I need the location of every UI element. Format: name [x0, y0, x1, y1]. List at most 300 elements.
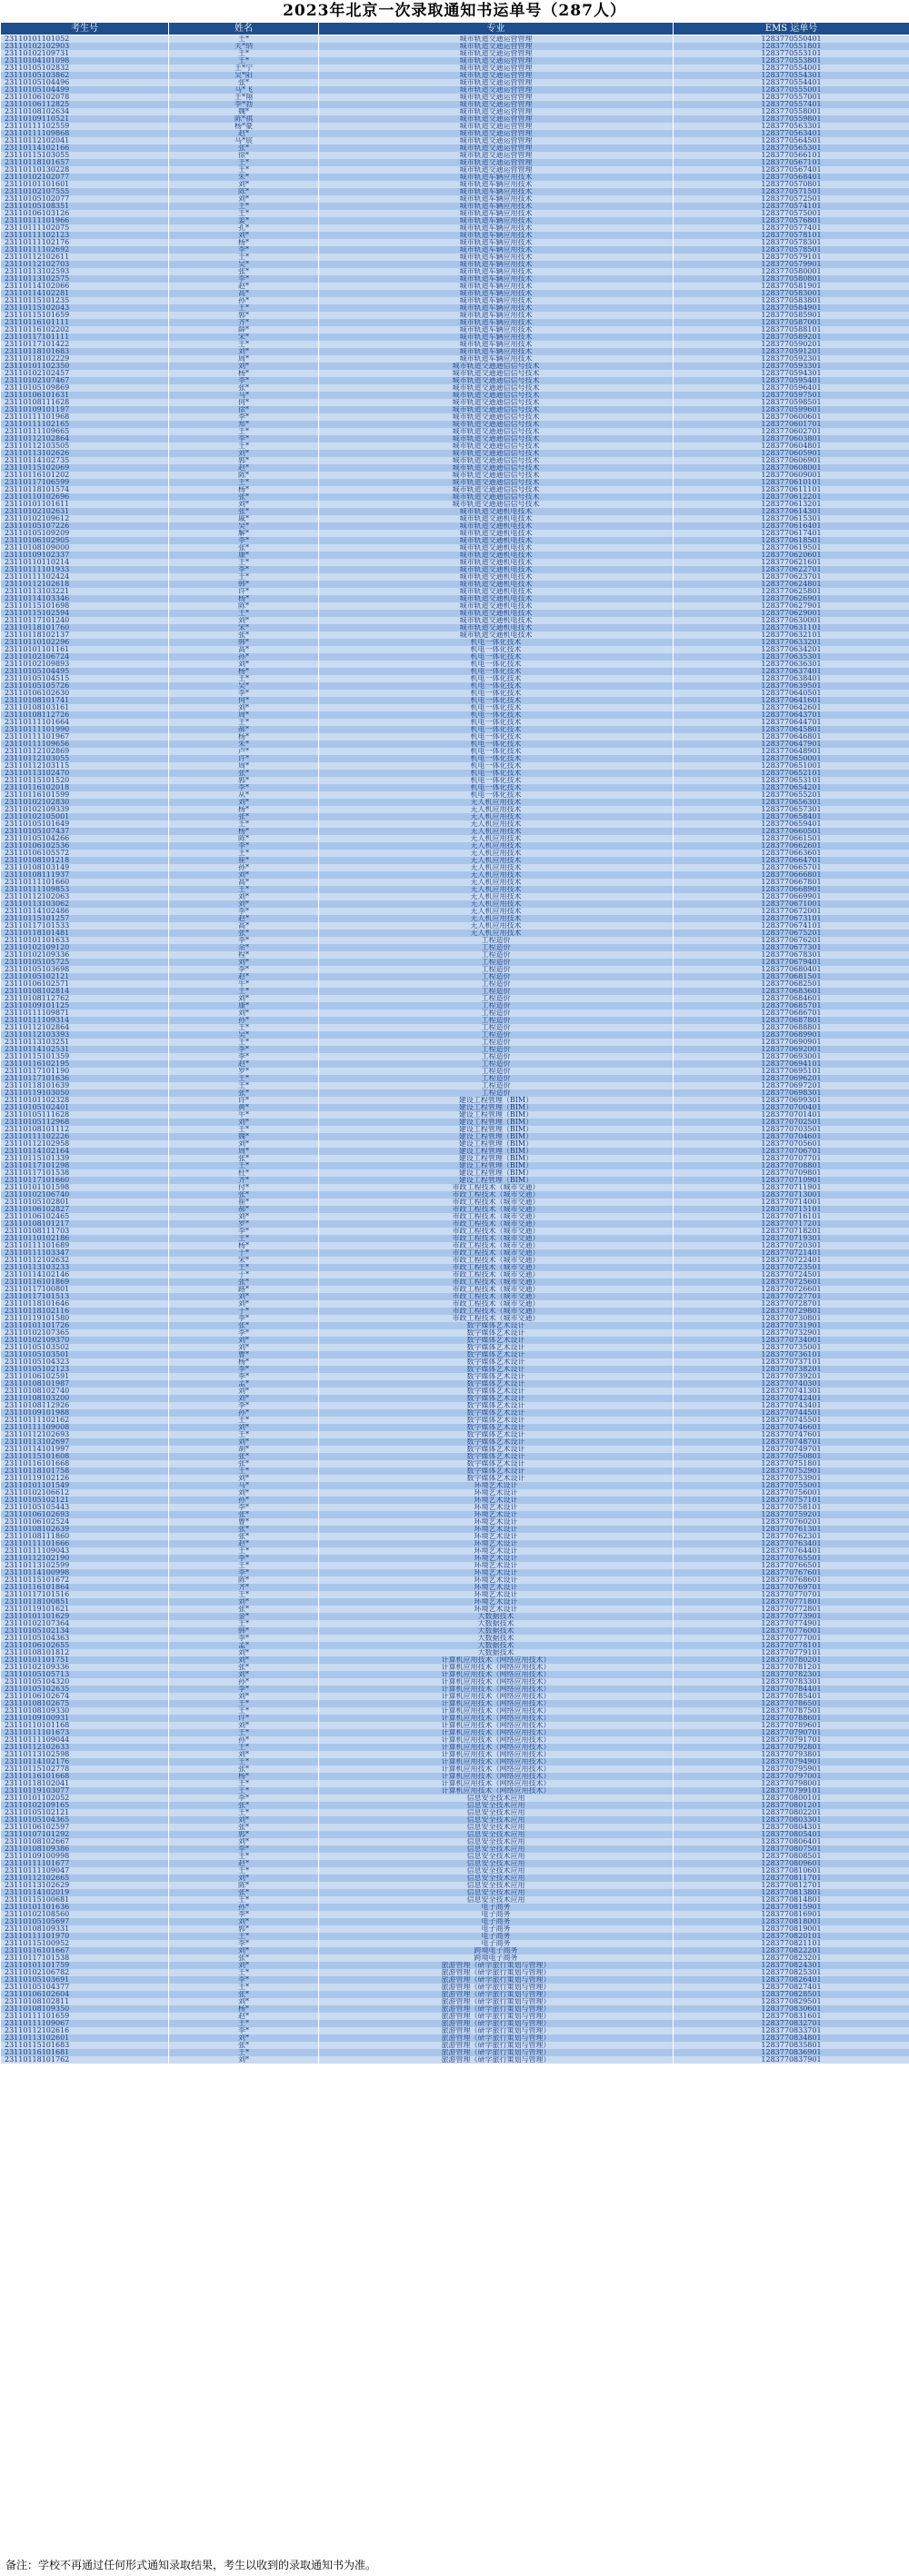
ems-cell: 1283770774901	[674, 1620, 909, 1627]
exam-id-cell: 23110102106612	[1, 1489, 169, 1497]
ems-cell: 1283770744501	[674, 1409, 909, 1417]
exam-id-cell: 23110113102598	[1, 1751, 169, 1758]
name-cell: 刘*	[169, 195, 319, 203]
table-row	[1, 224, 909, 232]
ems-cell: 1283770727701	[674, 1293, 909, 1300]
ems-cell: 1283770802201	[674, 1809, 909, 1816]
table-row	[1, 1373, 909, 1380]
table-row	[1, 1322, 909, 1329]
ems-cell: 1283770773901	[674, 1613, 909, 1620]
exam-id-cell: 23110101101726	[1, 1322, 169, 1329]
exam-id-cell: 23110101101549	[1, 1482, 169, 1489]
table-row	[1, 1598, 909, 1606]
name-cell: 李*	[169, 690, 319, 697]
name-cell: 赵*	[169, 973, 319, 980]
table-row	[1, 1177, 909, 1184]
exam-id-cell: 23110117101240	[1, 617, 169, 624]
ems-cell: 1283770688801	[674, 1024, 909, 1031]
ems-cell: 1283770683601	[674, 988, 909, 995]
major-cell: 数字媒体艺术设计	[319, 1460, 674, 1467]
major-cell: 信息安全技术应用	[319, 1824, 674, 1831]
ems-cell: 1283770692001	[674, 1046, 909, 1053]
table-row	[1, 1729, 909, 1736]
ems-cell: 1283770654201	[674, 784, 909, 791]
major-cell: 城市轨道车辆应用技术	[319, 312, 674, 319]
exam-id-cell: 23110106102630	[1, 690, 169, 697]
table-row	[1, 617, 909, 624]
name-cell: 李*	[169, 435, 319, 443]
major-cell: 无人机应用技术	[319, 871, 674, 879]
table-row	[1, 951, 909, 959]
exam-id-cell: 23110108103149	[1, 864, 169, 871]
exam-id-cell: 23110113102601	[1, 2034, 169, 2042]
table-row	[1, 1424, 909, 1431]
exam-id-cell: 23110108111628	[1, 399, 169, 406]
major-cell: 数字媒体艺术设计	[319, 1358, 674, 1366]
name-cell: 张*	[169, 544, 319, 552]
name-cell: 王*	[169, 57, 319, 65]
major-cell: 城市轨道车辆应用技术	[319, 246, 674, 254]
ems-cell: 1283770749701	[674, 1446, 909, 1453]
table-row	[1, 1380, 909, 1387]
major-cell: 城市轨道交通运营管理	[319, 123, 674, 130]
major-cell: 数字媒体艺术设计	[319, 1337, 674, 1344]
table-row	[1, 900, 909, 908]
table-row	[1, 1278, 909, 1286]
exam-id-cell: 23110102106740	[1, 1191, 169, 1198]
table-row	[1, 850, 909, 857]
table-row	[1, 690, 909, 697]
major-cell: 工程造价	[319, 1068, 674, 1075]
table-row	[1, 1097, 909, 1104]
exam-id-cell: 23110111101968	[1, 413, 169, 421]
table-row	[1, 908, 909, 915]
exam-id-cell: 23110118102229	[1, 355, 169, 363]
exam-id-cell: 23110118102116	[1, 1308, 169, 1315]
table-row	[1, 1700, 909, 1707]
ems-cell: 1283770578501	[674, 246, 909, 254]
name-cell: 周*	[169, 762, 319, 770]
table-row	[1, 1773, 909, 1780]
exam-id-cell: 23110101101629	[1, 1613, 169, 1620]
ems-cell: 1283770642601	[674, 704, 909, 711]
exam-id-cell: 23110113103251	[1, 1039, 169, 1046]
exam-id-cell: 23110101102052	[1, 1795, 169, 1802]
exam-id-cell: 23110108101218	[1, 857, 169, 864]
name-cell: 陈*	[169, 188, 319, 195]
major-cell: 市政工程技术（城市交通）	[319, 1264, 674, 1271]
ems-cell: 1283770687801	[674, 1017, 909, 1024]
ems-cell: 1283770703501	[674, 1126, 909, 1133]
ems-cell: 1283770769701	[674, 1584, 909, 1591]
name-cell: 李*	[169, 1373, 319, 1380]
exam-id-cell: 23110108109000	[1, 544, 169, 552]
exam-id-cell: 23110108111937	[1, 871, 169, 879]
table-row	[1, 341, 909, 348]
major-cell: 信息安全技术应用	[319, 1802, 674, 1809]
ems-cell: 1283770751801	[674, 1460, 909, 1467]
name-cell: 孙*	[169, 1409, 319, 1417]
table-row	[1, 108, 909, 115]
ems-cell: 1283770612201	[674, 493, 909, 501]
exam-id-cell: 23110112102869	[1, 748, 169, 755]
major-cell: 城市轨道车辆应用技术	[319, 239, 674, 246]
table-row	[1, 646, 909, 653]
ems-cell: 1283770779101	[674, 1649, 909, 1656]
table-row	[1, 639, 909, 646]
major-cell: 机电一体化技术	[319, 653, 674, 661]
name-cell: 陈*	[169, 835, 319, 842]
exam-id-cell: 23110105105726	[1, 682, 169, 690]
exam-id-cell: 23110118102041	[1, 1780, 169, 1787]
exam-id-cell: 23110112103505	[1, 443, 169, 450]
name-cell: 张*	[169, 770, 319, 777]
major-cell: 计算机应用技术（网络应用技术）	[319, 1744, 674, 1751]
name-cell: 许*	[169, 588, 319, 595]
exam-id-cell: 23110113103062	[1, 900, 169, 908]
ems-cell: 1283770709801	[674, 1169, 909, 1177]
exam-id-cell: 23110105103501	[1, 1351, 169, 1358]
major-cell: 工程造价	[319, 959, 674, 966]
table-row	[1, 43, 909, 50]
table-row	[1, 210, 909, 217]
table-row	[1, 1606, 909, 1613]
name-cell: 姜*	[169, 217, 319, 224]
ems-cell: 1283770633201	[674, 639, 909, 646]
major-cell: 城市轨道交通运营管理	[319, 108, 674, 115]
exam-id-cell: 23110109101988	[1, 1409, 169, 1417]
table-row	[1, 79, 909, 86]
ems-cell: 1283770655201	[674, 791, 909, 799]
major-cell: 建设工程管理（BIM）	[319, 1119, 674, 1126]
ems-cell: 1283770825301	[674, 1969, 909, 1976]
table-row	[1, 1126, 909, 1133]
name-cell: 王*	[169, 1780, 319, 1787]
major-cell: 大数据技术	[319, 1642, 674, 1649]
exam-id-cell: 23110102109339	[1, 806, 169, 813]
name-cell: 李*	[169, 966, 319, 973]
name-cell: 王*	[169, 1547, 319, 1555]
ems-cell: 1283770615301	[674, 515, 909, 522]
major-cell: 城市轨道交通机电技术	[319, 508, 674, 515]
ems-cell: 1283770748701	[674, 1438, 909, 1446]
exam-id-cell: 23110111101967	[1, 733, 169, 741]
major-cell: 机电一体化技术	[319, 741, 674, 748]
table-row	[1, 464, 909, 472]
ems-cell: 1283770668901	[674, 886, 909, 893]
major-cell: 市政工程技术（城市交通）	[319, 1293, 674, 1300]
table-row	[1, 1736, 909, 1744]
table-row	[1, 319, 909, 326]
name-cell: 曹*	[169, 1351, 319, 1358]
exam-id-cell: 23110111102424	[1, 573, 169, 581]
ems-cell: 1283770641601	[674, 697, 909, 704]
ems-cell: 1283770557401	[674, 101, 909, 108]
name-cell: 张*	[169, 1453, 319, 1460]
ems-cell: 1283770577401	[674, 224, 909, 232]
ems-cell: 1283770778101	[674, 1642, 909, 1649]
exam-id-cell: 23110118101657	[1, 159, 169, 166]
major-cell: 城市轨道交通通信信号技术	[319, 384, 674, 392]
name-cell: 王*	[169, 479, 319, 486]
table-row	[1, 1446, 909, 1453]
major-cell: 数字媒体艺术设计	[319, 1475, 674, 1482]
exam-id-cell: 23110101102328	[1, 1097, 169, 1104]
name-cell: 李*	[169, 1686, 319, 1693]
major-cell: 工程造价	[319, 1017, 674, 1024]
table-row	[1, 1395, 909, 1402]
major-cell: 工程造价	[319, 1089, 674, 1097]
table-row	[1, 762, 909, 770]
table-row	[1, 1933, 909, 1940]
exam-id-cell: 23110117101422	[1, 341, 169, 348]
table-row	[1, 1809, 909, 1816]
name-cell: 孙*	[169, 1017, 319, 1024]
exam-id-cell: 23110114102164	[1, 1148, 169, 1155]
table-row	[1, 72, 909, 79]
major-cell: 工程造价	[319, 980, 674, 988]
exam-id-cell: 23110102107364	[1, 1620, 169, 1627]
ems-cell: 1283770690901	[674, 1039, 909, 1046]
ems-cell: 1283770602701	[674, 428, 909, 435]
ems-cell: 1283770669901	[674, 893, 909, 900]
name-cell: 张*	[169, 1460, 319, 1467]
major-cell: 旅游管理（研学旅行策划与管理）	[319, 1976, 674, 1984]
exam-id-cell: 23110105102401	[1, 1104, 169, 1111]
name-cell: 刘*	[169, 704, 319, 711]
major-cell: 建设工程管理（BIM）	[319, 1111, 674, 1119]
ems-cell: 1283770708801	[674, 1162, 909, 1169]
exam-id-cell: 23110105104496	[1, 79, 169, 86]
table-row	[1, 406, 909, 413]
exam-id-cell: 23110110101168	[1, 1722, 169, 1729]
name-cell: 王*	[169, 166, 319, 174]
major-cell: 城市轨道车辆应用技术	[319, 304, 674, 312]
table-row	[1, 130, 909, 137]
table-row	[1, 1569, 909, 1576]
name-cell: 魏*	[169, 108, 319, 115]
ems-cell: 1283770653101	[674, 777, 909, 784]
table-row	[1, 937, 909, 944]
table-row	[1, 479, 909, 486]
ems-cell: 1283770777001	[674, 1635, 909, 1642]
major-cell: 无人机应用技术	[319, 900, 674, 908]
ems-cell: 1283770593301	[674, 363, 909, 370]
exam-id-cell: 23110116101202	[1, 472, 169, 479]
ems-cell: 1283770681501	[674, 973, 909, 980]
major-cell: 环境艺术设计	[319, 1504, 674, 1511]
name-cell: 刘*	[169, 1213, 319, 1220]
ems-cell: 1283770824301	[674, 1962, 909, 1969]
major-cell: 工程造价	[319, 1046, 674, 1053]
name-cell: 宋*	[169, 1257, 319, 1264]
major-cell: 建设工程管理（BIM）	[319, 1140, 674, 1148]
major-cell: 数字媒体艺术设计	[319, 1373, 674, 1380]
ems-cell: 1283770723501	[674, 1264, 909, 1271]
major-cell: 城市轨道交通通信信号技术	[319, 472, 674, 479]
major-cell: 机电一体化技术	[319, 719, 674, 726]
ems-cell: 1283770579901	[674, 261, 909, 268]
exam-id-cell: 23110116101869	[1, 1278, 169, 1286]
table-row	[1, 930, 909, 937]
name-cell: 王*	[169, 1984, 319, 1991]
name-cell: 王*	[169, 428, 319, 435]
name-cell: 王*	[169, 1700, 319, 1707]
exam-id-cell: 23110106103126	[1, 210, 169, 217]
name-cell: 张*	[169, 2042, 319, 2049]
exam-id-cell: 23110118101683	[1, 348, 169, 355]
exam-id-cell: 23110111109043	[1, 1547, 169, 1555]
exam-id-cell: 23110105107226	[1, 522, 169, 530]
table-row	[1, 1184, 909, 1191]
table-row	[1, 57, 909, 65]
table-row	[1, 1984, 909, 1991]
major-cell: 城市轨道交通机电技术	[319, 610, 674, 617]
name-cell: 吴*	[169, 1031, 319, 1039]
major-cell: 机电一体化技术	[319, 682, 674, 690]
table-row	[1, 144, 909, 152]
major-cell: 计算机应用技术（网络应用技术）	[319, 1773, 674, 1780]
table-row	[1, 1882, 909, 1889]
table-row	[1, 784, 909, 791]
major-cell: 城市轨道交通运营管理	[319, 137, 674, 144]
exam-id-cell: 23110101101161	[1, 646, 169, 653]
table-row	[1, 1802, 909, 1809]
major-cell: 工程造价	[319, 1010, 674, 1017]
exam-id-cell: 23110111109067	[1, 2020, 169, 2027]
exam-id-cell: 23110115101698	[1, 602, 169, 610]
name-cell: 刘*	[169, 501, 319, 508]
exam-id-cell: 23110115101683	[1, 2042, 169, 2049]
ems-cell: 1283770735001	[674, 1344, 909, 1351]
name-cell: 张*	[169, 493, 319, 501]
table-header	[1, 23, 909, 35]
exam-id-cell: 23110117101660	[1, 1177, 169, 1184]
major-cell: 环境艺术设计	[319, 1569, 674, 1576]
major-cell: 电子商务	[319, 1904, 674, 1911]
table-row	[1, 588, 909, 595]
ems-cell: 1283770808501	[674, 1853, 909, 1860]
ems-cell: 1283770603801	[674, 435, 909, 443]
name-cell: 程*	[169, 951, 319, 959]
exam-id-cell: 23110110102696	[1, 493, 169, 501]
ems-cell: 1283770819001	[674, 1925, 909, 1933]
major-cell: 市政工程技术（城市交通）	[319, 1271, 674, 1278]
table-row	[1, 726, 909, 733]
exam-id-cell: 23110111101970	[1, 1933, 169, 1940]
name-cell: 付*	[169, 1184, 319, 1191]
major-cell: 旅游管理（研学旅行策划与管理）	[319, 1962, 674, 1969]
name-cell: 王*	[169, 1417, 319, 1424]
exam-id-cell: 23110106102693	[1, 1511, 169, 1518]
exam-id-cell: 23110101101633	[1, 937, 169, 944]
ems-cell: 1283770800101	[674, 1795, 909, 1802]
exam-id-cell: 23110111101933	[1, 566, 169, 573]
ems-cell: 1283770715101	[674, 1206, 909, 1213]
table-row	[1, 610, 909, 617]
name-cell: 王*	[169, 1591, 319, 1598]
major-cell: 城市轨道交通通信信号技术	[319, 501, 674, 508]
table-row	[1, 886, 909, 893]
ems-cell: 1283770768601	[674, 1576, 909, 1584]
major-cell: 环境艺术设计	[319, 1606, 674, 1613]
name-cell: 李*	[169, 1402, 319, 1409]
ems-cell: 1283770667801	[674, 879, 909, 886]
name-cell: 张*	[169, 813, 319, 821]
exam-id-cell: 23110101101611	[1, 501, 169, 508]
table-row	[1, 1119, 909, 1126]
exam-id-cell: 23110108102639	[1, 1526, 169, 1533]
waybill-table	[0, 22, 909, 2064]
major-cell: 跨境电子商务	[319, 1954, 674, 1962]
name-cell: 张*	[169, 79, 319, 86]
table-row	[1, 1497, 909, 1504]
exam-id-cell: 23110111109665	[1, 428, 169, 435]
ems-cell: 1283770811701	[674, 1875, 909, 1882]
name-cell: 金*	[169, 1613, 319, 1620]
table-row	[1, 2042, 909, 2049]
exam-id-cell: 23110111102123	[1, 232, 169, 239]
table-row	[1, 777, 909, 784]
table-row	[1, 719, 909, 726]
exam-id-cell: 23110105104499	[1, 86, 169, 94]
ems-cell: 1283770631101	[674, 624, 909, 632]
name-cell: 张*	[169, 1322, 319, 1329]
ems-cell: 1283770818001	[674, 1918, 909, 1925]
table-row	[1, 1620, 909, 1627]
name-cell: 卢*	[169, 748, 319, 755]
major-cell: 环境艺术设计	[319, 1526, 674, 1533]
major-cell: 建设工程管理（BIM）	[319, 1126, 674, 1133]
ems-cell: 1283770730801	[674, 1315, 909, 1322]
table-row	[1, 2005, 909, 2013]
name-cell: 王*	[169, 1853, 319, 1860]
ems-cell: 1283770611101	[674, 486, 909, 493]
major-cell: 机电一体化技术	[319, 711, 674, 719]
ems-cell: 1283770554401	[674, 79, 909, 86]
major-cell: 城市轨道交通机电技术	[319, 588, 674, 595]
exam-id-cell: 23110102109336	[1, 1664, 169, 1671]
ems-cell: 1283770639501	[674, 682, 909, 690]
ems-cell: 1283770792801	[674, 1744, 909, 1751]
ems-cell: 1283770675201	[674, 930, 909, 937]
major-cell: 大数据技术	[319, 1649, 674, 1656]
ems-cell: 1283770786501	[674, 1700, 909, 1707]
name-cell: 李*	[169, 413, 319, 421]
table-row	[1, 159, 909, 166]
table-row	[1, 864, 909, 871]
name-cell: 刘*	[169, 450, 319, 457]
major-cell: 城市轨道交通运营管理	[319, 65, 674, 72]
ems-cell: 1283770673101	[674, 915, 909, 922]
exam-id-cell: 23110102109336	[1, 951, 169, 959]
table-row	[1, 828, 909, 835]
name-cell: 王*	[169, 610, 319, 617]
name-cell: 刘*	[169, 900, 319, 908]
ems-cell: 1283770559801	[674, 115, 909, 123]
ems-cell: 1283770648901	[674, 748, 909, 755]
exam-id-cell: 23110116102018	[1, 784, 169, 791]
major-cell: 城市轨道车辆应用技术	[319, 275, 674, 283]
name-cell: 张*	[169, 1155, 319, 1162]
exam-id-cell: 23110111101673	[1, 1729, 169, 1736]
ems-cell: 1283770695101	[674, 1068, 909, 1075]
name-cell: 康*	[169, 1002, 319, 1010]
name-cell: 王*	[169, 1431, 319, 1438]
exam-id-cell: 23110113102629	[1, 1882, 169, 1889]
exam-id-cell: 23110105102134	[1, 1627, 169, 1635]
exam-id-cell: 23110112102041	[1, 137, 169, 144]
